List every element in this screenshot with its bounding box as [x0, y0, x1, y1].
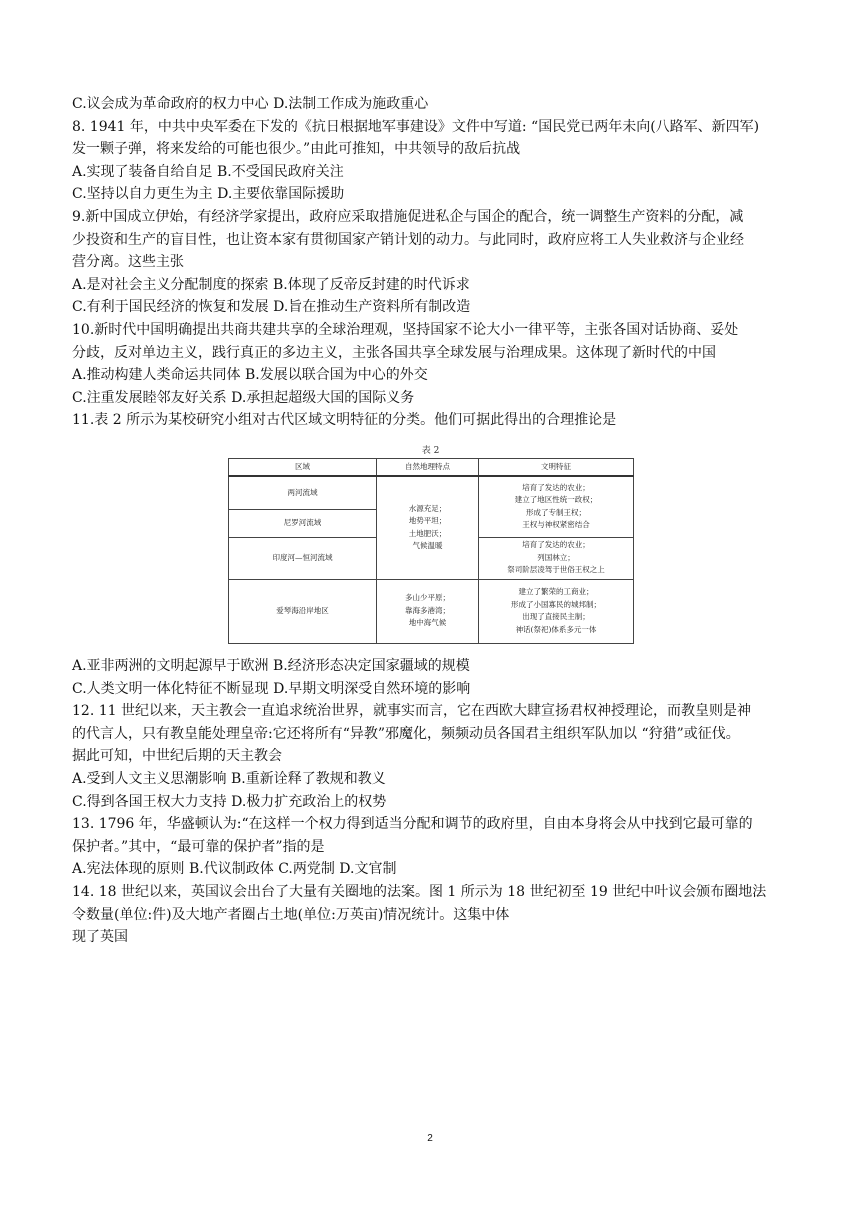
geo-line: 土地肥沃； — [408, 528, 447, 538]
table-row — [229, 476, 634, 509]
q8-options-cd: C.坚持以自力更生为主 D.主要依靠国际援助 — [72, 186, 345, 203]
table-header-row — [229, 459, 634, 477]
q9-stem-line3: 营分离。这些主张 — [72, 254, 184, 271]
q14-stem-line2: 令数量(单位:件)及大地产者圈占土地(单位:万英亩)情况统计。这集中体 — [72, 906, 510, 923]
q8-stem-line1: 8. 1941 年，中共中央军委在下发的《抗日根据地军事建设》文件中写道: “国民党已两年未向(八路军、新四军) — [72, 118, 760, 135]
civ-line: 王权与神权紧密结合 — [522, 520, 590, 530]
q11-stem: 11.表 2 所示为某校研究小组对古代区域文明特征的分类。他们可据此得出的合理推论是 — [72, 412, 617, 429]
geo-cell-aegean — [377, 579, 479, 643]
q9-stem-line2: 少投资和生产的盲目性，也让资本家有贯彻国家产销计划的动力。与此同时，政府应将工人失业救济与企业经 — [72, 231, 744, 248]
q9-stem-line1: 9.新中国成立伊始，有经济学家提出，政府应采取措施促进私企与国企的配合，统一调整生产资料的分配，减 — [72, 208, 744, 225]
civ-line: 列国林立； — [537, 552, 575, 562]
civ-line: 祭司阶层凌驾于世俗王权之上 — [507, 565, 605, 575]
civ-line: 出现了直接民主制； — [522, 612, 590, 621]
region-cell: 两河流域 — [229, 476, 377, 509]
q11-options-ab: A.亚非两洲的文明起源早于欧洲 B.经济形态决定国家疆域的规模 — [72, 658, 470, 674]
header-region: 区域 — [229, 459, 377, 477]
geo-line: 多山少平原； — [405, 593, 450, 603]
q8-stem-line2: 发一颗子弹，将来发给的可能也很少。”由此可推知，中共领导的敌后抗战 — [72, 141, 521, 158]
geo-line: 地中海气候 — [408, 618, 447, 628]
q8-options-ab: A.实现了装备自给自足 B.不受国民政府关注 — [72, 163, 344, 180]
civ-cell-3 — [479, 579, 634, 643]
q12-stem-line2: 的代言人，只有教皇能处理皇帝:它还将所有“异教”邪魔化，频频动员各国君主组织军队加以 “狩猎”或征伐。 — [72, 725, 740, 742]
page-number: 2 — [427, 1133, 433, 1144]
q14-stem-line1: 14. 18 世纪以来，英国议会出台了大量有关圈地的法案。图 1 所示为 18 世纪初至 19 世纪中叶议会颁布圈地法 — [72, 883, 767, 900]
q10-stem-line2: 分歧，反对单边主义，践行真正的多边主义，主张各国共享全球发展与治理成果。这体现了新时代的中国 — [72, 344, 716, 361]
questions-before-table — [72, 93, 794, 432]
table-2 — [228, 445, 633, 644]
civ-line: 形成了专制王权； — [526, 507, 586, 517]
civ-line: 建立了地区性统一政权； — [514, 495, 598, 505]
civ-line: 建立了繁荣的工商业； — [518, 587, 594, 596]
region-cell: 尼罗河流域 — [229, 509, 377, 537]
table-row — [229, 579, 634, 643]
q13-stem-line2: 保护者。”其中，“最可靠的保护者”指的是 — [72, 838, 325, 855]
questions-after-table — [72, 655, 794, 949]
q9-options-cd: C.有利于国民经济的恢复和发展 D.旨在推动生产资料所有制改造 — [72, 299, 471, 316]
civ-cell-2 — [479, 537, 634, 579]
civ-line: 培育了发达的农业； — [522, 482, 590, 492]
geo-line: 靠海多港湾； — [405, 605, 450, 615]
geo-line: 水源充足； — [408, 503, 447, 513]
q12-options-ab: A.受到人文主义思潮影响 B.重新诠释了教规和教义 — [72, 770, 386, 787]
civ-cell-1 — [479, 476, 634, 537]
civ-line: 培育了发达的农业； — [522, 540, 590, 550]
geo-cell-rivers — [377, 476, 479, 579]
header-civilization: 文明特征 — [479, 459, 634, 477]
civilization-table — [228, 458, 634, 644]
table-title: 表 2 — [421, 446, 440, 456]
q10-options-ab: A.推动构建人类命运共同体 B.发展以联合国为中心的外交 — [72, 367, 428, 384]
q13-options: A.宪法体现的原则 B.代议制政体 C.两党制 D.文官制 — [72, 861, 397, 878]
header-geography: 自然地理特点 — [377, 459, 479, 477]
q12-stem-line3: 据此可知，中世纪后期的天主教会 — [72, 748, 282, 765]
q7-options-cd: C.议会成为革命政府的权力中心 D.法制工作成为施政重心 — [72, 96, 429, 112]
q13-stem-line1: 13. 1796 年，华盛顿认为:“在这样一个权力得到适当分配和调节的政府里，自由本身将会从中找到它最可靠的 — [72, 816, 753, 833]
q12-stem-line1: 12. 11 世纪以来，天主教会一直追求统治世界，就事实而言，它在西欧大肆宣扬君权神授理论，而教皇则是神 — [72, 703, 751, 720]
q14-stem-line3: 现了英国 — [72, 929, 128, 946]
civ-line: 形成了小国寡民的城邦制； — [511, 599, 601, 609]
geo-line: 气候温暖 — [412, 541, 443, 551]
civ-line: 神话(祭祀)体系多元一体 — [515, 624, 597, 634]
q11-options-cd: C.人类文明一体化特征不断显现 D.早期文明深受自然环境的影响 — [72, 680, 471, 697]
geo-line: 地势平坦； — [408, 516, 447, 526]
q12-options-cd: C.得到各国王权大力支持 D.极力扩充政治上的权势 — [72, 793, 387, 810]
q9-options-ab: A.是对社会主义分配制度的探索 B.体现了反帝反封建的时代诉求 — [72, 276, 470, 293]
region-cell: 爱琴海沿岸地区 — [229, 579, 377, 643]
region-cell: 印度河—恒河流域 — [229, 537, 377, 579]
q10-stem-line1: 10.新时代中国明确提出共商共建共享的全球治理观，坚持国家不论大小一律平等，主张各国对话协商、妥处 — [72, 321, 739, 338]
q10-options-cd: C.注重发展睦邻友好关系 D.承担起超级大国的国际义务 — [72, 389, 415, 406]
